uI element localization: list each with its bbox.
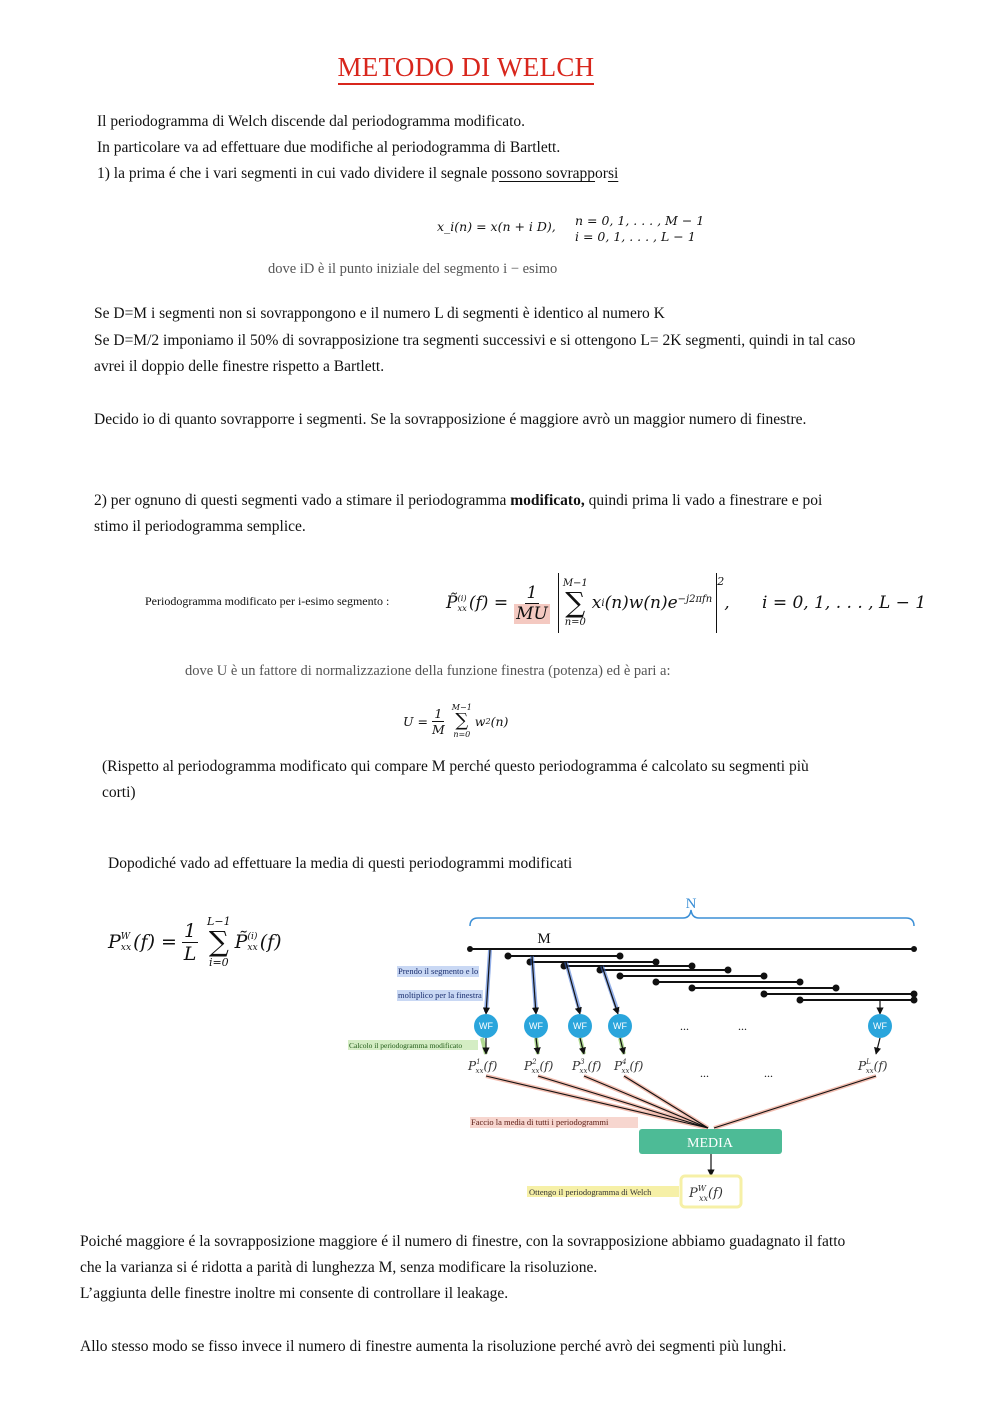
point-1 (97, 161, 618, 187)
segment-equation-lhs: x_i(n) = x(n + i D), (437, 219, 556, 234)
p-label-l-sup: L (866, 1058, 871, 1066)
point-1-underlined: ossono sovrapp (499, 165, 596, 182)
p-label-3-sub: xx (579, 1067, 588, 1075)
modified-periodogram-equation: P̃ (i) xx (f) = $\frac{1}{MU}$ M−1 ∑ n=0 x i (n)w(n)e $^{-j2\pi fn}$ $^2$ , (446, 570, 730, 636)
eq-u-body-sup: 2 (485, 716, 491, 726)
eq-welch-body-sub: xx (247, 942, 258, 953)
p-label-l-arg: (f) (873, 1059, 888, 1073)
p-label-4-arg: (f) (629, 1059, 644, 1073)
conclusion-line-2: che la varianza si é ridotta a parità di lunghezza M, senza modificare la risoluzione. (80, 1259, 598, 1276)
eq-u-body-rest: (n) (490, 713, 509, 729)
segment-lines (506, 954, 917, 1003)
p-label-1-arg: (f) (483, 1059, 498, 1073)
ellipsis-wf-2: ... (738, 1019, 747, 1033)
p-label-1-base: P (468, 1059, 477, 1073)
intro-line-1: Il periodogramma di Welch discende dal periodogramma modificato. (97, 113, 526, 130)
welch-equation (108, 910, 282, 974)
svg-text:PLxx(f) (857, 1058, 888, 1075)
point-1-underlined-2: si (607, 165, 619, 182)
eq-mod-power: 2 (717, 574, 725, 588)
svg-text:P4xx(f) (613, 1058, 644, 1075)
eq-u-sum: M−1 ∑ n=0 (451, 703, 472, 739)
eq-welch-sum-top: L−1 (207, 915, 231, 928)
wf-label-1: WF (479, 1021, 493, 1031)
eq-u-lhs: U = (403, 713, 428, 729)
eq-mod-sum-bottom: n=0 (564, 617, 586, 628)
p-label-l-sub: xx (865, 1067, 874, 1075)
result-sup: W (697, 1184, 706, 1193)
decide-line: Decido io di quanto sovrapporre i segmenti. Se la sovrapposizione é maggiore avrò un maggior numero di finestre. (94, 411, 807, 428)
p-label-4-sup: 4 (622, 1058, 627, 1066)
wf-label-2: WF (529, 1021, 543, 1031)
eq-mod-condition: i = 0, 1, . . . , L − 1 (762, 593, 927, 613)
n-label: N (685, 896, 697, 912)
title-text: METODO DI WELCH (338, 52, 595, 85)
p-label-1-sub: xx (475, 1067, 484, 1075)
p-label-2-arg: (f) (539, 1059, 554, 1073)
wf-label-l: WF (873, 1021, 887, 1031)
final-line: Allo stesso modo se fisso invece il numero di finestre aumenta la risoluzione perché avrò dei segmenti più lunghi. (80, 1338, 787, 1355)
point-2-after: quindi prima li vado a finestrare e poi (584, 492, 823, 509)
point-1-middle: or (595, 165, 608, 182)
point-2-line-2: stimo il periodogramma semplice. (94, 518, 306, 535)
eq-mod-body-rest: (n)w(n)e (604, 593, 678, 613)
eq-welch-lhs-sub: xx (120, 942, 132, 953)
p-label-3-base: P (572, 1059, 581, 1073)
eq-welch-body-rest: (f) (259, 931, 282, 953)
note-average: Faccio la media di tutti i periodogrammi (471, 1117, 609, 1127)
segment-equation-note: dove iD è il punto iniziale del segmento i − esimo (268, 261, 558, 277)
overlap-line-1: Se D=M i segmenti non si sovrappongono e il numero L di segmenti è identico al numero K (94, 305, 665, 322)
eq-u-body: w (474, 713, 486, 729)
conclusion-line-3: L’aggiunta delle finestre inoltre mi consente di controllare il leakage. (80, 1285, 509, 1302)
eq-u-frac-num: 1 (434, 705, 443, 721)
eq-welch-fraction (182, 920, 198, 965)
normalization-note: dove U è un fattore di normalizzazione della funzione finestra (potenza) ed è pari a: (185, 663, 671, 679)
n-bracket (470, 910, 914, 926)
intro-line-2: In particolare va ad effettuare due modifiche al periodogramma di Bartlett. (97, 139, 561, 156)
p-label-2-sub: xx (531, 1067, 540, 1075)
overlap-line-3: avrei il doppio delle finestre rispetto a Bartlett. (94, 358, 385, 375)
ellipsis-p-2: ... (764, 1066, 773, 1080)
result-arg: (f) (708, 1186, 723, 1201)
p-label-4-base: P (614, 1059, 623, 1073)
result-base: P (689, 1186, 698, 1201)
eq-mod-sum: M−1 ∑ n=0 (562, 578, 588, 628)
segment-equation-cond-i: i = 0, 1, . . . , L − 1 (575, 229, 696, 244)
eq-mod-frac-den: MU (516, 603, 548, 624)
eq-mod-lhs-sub: xx (457, 603, 467, 613)
eq-welch-body-sup: (i) (247, 931, 258, 942)
note-calc: Calcolo il periodogramma modificato (349, 1041, 463, 1050)
normalization-equation (403, 700, 508, 742)
eq-mod-body-exp: −j2πfn (677, 593, 713, 605)
result-label (688, 1184, 723, 1203)
modified-periodogram-label: Periodogramma modificato per i-esimo segmento : (145, 594, 390, 608)
eq-mod-frac-num: 1 (526, 582, 538, 603)
eq-welch-lhs: P (108, 931, 121, 953)
ellipsis-wf-1: ... (680, 1019, 689, 1033)
eq-welch-sum-bottom: i=0 (208, 956, 229, 969)
point-2-text: 2) per ognuno di questi segmenti vado a stimare il periodogramma (94, 492, 511, 509)
eq-welch-body: P̃ (234, 931, 248, 953)
eq-u-frac-den: M (431, 721, 445, 737)
p-label-1-sup: 1 (476, 1058, 481, 1066)
p-label-3-arg: (f) (587, 1059, 602, 1073)
point-1-text: 1) la prima é che i vari segmenti in cui vado dividere il segnale p (97, 165, 500, 182)
eq-mod-body-sub: i (601, 597, 605, 609)
remark-line-1: (Rispetto al periodogramma modificato qui compare M perché questo periodogramma é calcolato su segmenti più (102, 758, 809, 775)
overlap-line-2: Se D=M/2 imponiamo il 50% di sovrapposizione tra segmenti successivi e si ottengono L= 2K segmenti, quindi in tal caso (94, 332, 856, 349)
eq-u-fraction (432, 706, 445, 737)
p-label-3-sup: 3 (580, 1058, 585, 1066)
result-sub: xx (698, 1194, 709, 1203)
note-segment-line-2: moltiplico per la finestra (398, 990, 482, 1000)
eq-mod-lhs: P̃ (446, 593, 458, 613)
eq-welch-frac-den: L (183, 942, 197, 965)
wf-label-4: WF (613, 1021, 627, 1031)
average-intro: Dopodiché vado ad effettuare la media di questi periodogrammi modificati (108, 855, 573, 872)
p-label-l-base: P (858, 1059, 867, 1073)
eq-mod-body: x (591, 593, 602, 613)
eq-mod-fraction (514, 583, 550, 624)
segment-equation-cond-n: n = 0, 1, . . . , M − 1 (575, 213, 705, 228)
ellipsis-p-1: ... (700, 1066, 709, 1080)
p-label-2-sup: 2 (532, 1058, 537, 1066)
m-label: M (537, 931, 551, 947)
p-label-2-base: P (524, 1059, 533, 1073)
eq-welch-lhs-sup: W (120, 931, 131, 942)
svg-text:P2xx(f) (523, 1058, 554, 1075)
point-2-line-1 (94, 488, 822, 514)
wf-label-3: WF (573, 1021, 587, 1031)
welch-diagram (340, 890, 940, 1215)
svg-text:P1xx(f) (467, 1058, 498, 1075)
eq-mod-lhs-arg: (f) = (468, 593, 509, 613)
eq-welch-frac-num: 1 (183, 919, 197, 942)
p-label-4-sub: xx (621, 1067, 630, 1075)
remark-line-2: corti) (102, 784, 136, 801)
eq-u-sum-top: M−1 (451, 703, 472, 712)
conclusion-line-1: Poiché maggiore é la sovrapposizione maggiore é il numero di finestre, con la sovrapposizione abbiamo guadagnato il fatto (80, 1233, 846, 1250)
svg-text:P3xx(f) (571, 1058, 602, 1075)
eq-mod-lhs-sup: (i) (457, 593, 467, 603)
media-label: MEDIA (687, 1136, 733, 1151)
eq-mod-sum-top: M−1 (562, 578, 588, 589)
point-2-bold: modificato, (510, 492, 585, 509)
page-title (0, 52, 932, 83)
note-segment-line-1: Prendo il segmento e lo (398, 966, 479, 976)
eq-u-sum-bottom: n=0 (453, 730, 471, 739)
eq-welch-lhs-arg: (f) = (133, 931, 177, 953)
note-result: Ottengo il periodogramma di Welch (529, 1187, 652, 1197)
eq-welch-sum: L−1 ∑ i=0 (207, 915, 231, 969)
